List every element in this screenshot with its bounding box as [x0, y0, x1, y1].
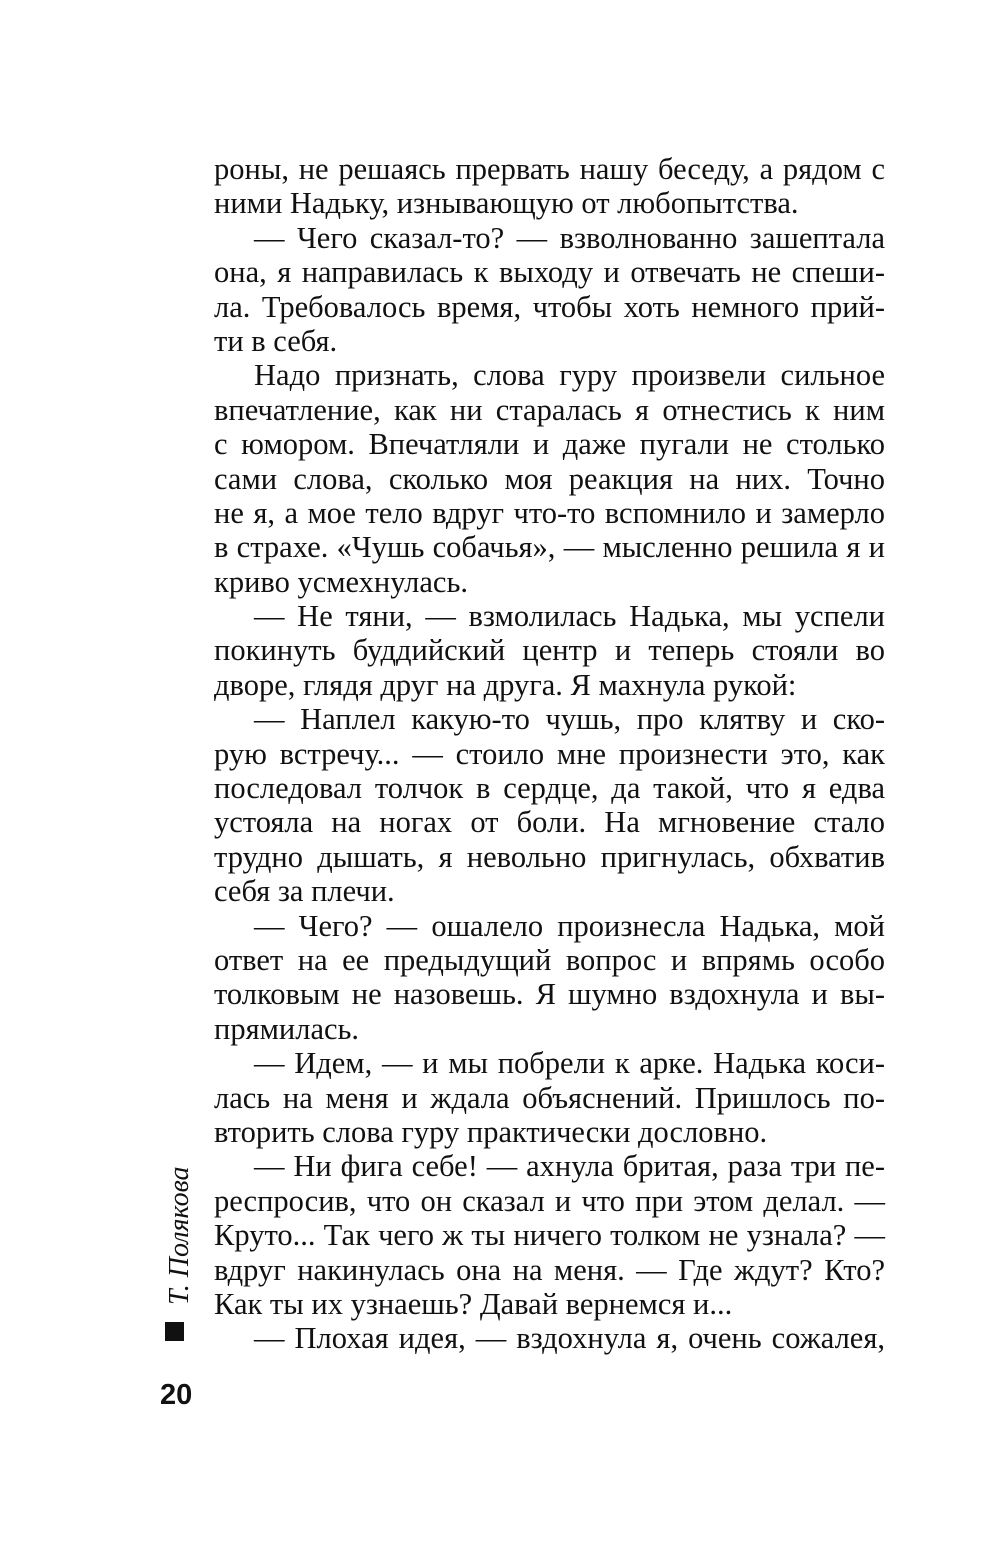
text-line: Круто... Так чего ж ты ничего толком не узнала? —: [214, 1218, 885, 1253]
text-line: трудно дышать, я невольно пригнулась, обхватив: [214, 839, 885, 874]
page-number: 20: [160, 1379, 193, 1411]
text-line: Как ты их узнаешь? Давай вернемся и...: [214, 1286, 733, 1321]
paragraph-first-line: — Чего? — ошалело произнесла Надька, мой: [254, 908, 885, 943]
text-line: ними Надьку, изнывающую от любопытства.: [214, 186, 799, 221]
text-line: сами слова, сколько моя реакция на них. Точно: [214, 461, 885, 496]
text-line: она, я направилась к выходу и отвечать не спеши-: [214, 255, 885, 290]
paragraph-first-line: — Не тяни, — взмолилась Надька, мы успели: [254, 599, 885, 634]
text-line: впечатление, как ни старалась я отнестись к ним: [214, 392, 885, 427]
text-line: роны, не решаясь прервать нашу беседу, а рядом с: [214, 152, 885, 186]
paragraph-first-line: — Плохая идея, — вздохнула я, очень сожалея,: [254, 1321, 885, 1356]
body-text: [214, 152, 885, 1356]
text-line: ти в себя.: [214, 323, 338, 358]
text-line: криво усмехнулась.: [214, 564, 468, 599]
text-line: с юмором. Впечатляли и даже пугали не столько: [214, 427, 885, 462]
text-line: ответ на ее предыдущий вопрос и впрямь особо: [214, 942, 885, 977]
running-head: [163, 1145, 203, 1305]
text-line: не я, а мое тело вдруг что-то вспомнило и замерло: [214, 495, 885, 530]
text-line: прямилась.: [214, 1011, 360, 1046]
paragraph-first-line: — Чего сказал-то? — взволнованно зашептала: [254, 220, 885, 255]
text-line: покинуть буддийский центр и теперь стояли во: [214, 633, 885, 668]
running-head-author: Т. Полякова: [164, 1166, 195, 1305]
text-line: респросив, что он сказал и что при этом делал. —: [214, 1183, 885, 1218]
text-line: рую встречу... — стоило мне произнести это, как: [214, 736, 885, 771]
text-line: ла. Требовалось время, чтобы хоть немного прий-: [214, 289, 885, 324]
text-line: дворе, глядя друг на друга. Я махнула рукой:: [214, 667, 797, 702]
paragraph-first-line: — Наплел какую-то чушь, про клятву и ско-: [254, 702, 885, 737]
text-line: вдруг накинулась она на меня. — Где ждут? Кто?: [214, 1252, 885, 1287]
text-line: лась на меня и ждала объяснений. Пришлось по-: [214, 1080, 885, 1115]
text-line: последовал толчок в сердце, да такой, что я едва: [214, 771, 885, 806]
text-line: вторить слова гуру практически дословно.: [214, 1114, 768, 1149]
paragraph-first-line: — Ни фига себе! — ахнула бритая, раза три пе-: [254, 1149, 885, 1184]
text-line: себя за плечи.: [214, 874, 395, 909]
text-line: толковым не назовешь. Я шумно вздохнула и вы-: [214, 977, 885, 1012]
text-line: устояла на ногах от боли. На мгновение стало: [214, 805, 885, 840]
text-line: в страхе. «Чушь собачья», — мысленно решила я и: [214, 530, 885, 565]
running-head-square-mark: [165, 1322, 184, 1341]
paragraph-first-line: — Идем, — и мы побрели к арке. Надька коси-: [254, 1046, 885, 1081]
paragraph-first-line: Надо признать, слова гуру произвели сильное: [254, 358, 885, 393]
